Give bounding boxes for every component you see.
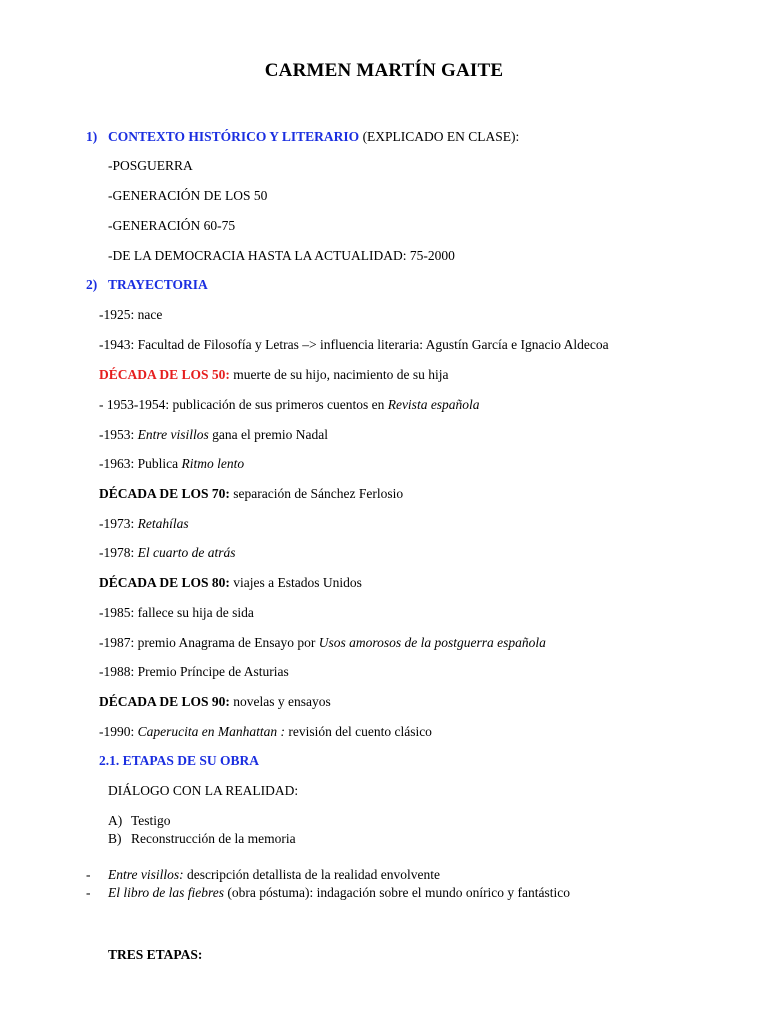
subheading-dialogo: DIÁLOGO CON LA REALIDAD: xyxy=(108,783,299,798)
list-item: B) Reconstrucción de la memoria xyxy=(108,831,296,846)
list-item: -1978: El cuarto de atrás xyxy=(99,545,236,560)
list-item: -1925: nace xyxy=(99,307,163,322)
list-item: Entre visillos: descripción detallista de la realidad envolvente xyxy=(108,867,441,882)
list-item: -1990: Caperucita en Manhattan : revisión del cuento clásico xyxy=(99,724,432,739)
bullet-dash: - xyxy=(86,885,91,900)
list-item: -POSGUERRA xyxy=(108,158,193,173)
section-1-heading xyxy=(86,128,519,146)
list-item: -1987: premio Anagrama de Ensayo por Usos amorosos de la postguerra española xyxy=(99,635,546,650)
list-item: - 1953-1954: publicación de sus primeros cuentos en Revista española xyxy=(99,397,480,412)
decade-50-label: DÉCADA DE LOS 50: xyxy=(99,367,230,382)
list-item: -1953: Entre visillos gana el premio Nadal xyxy=(99,427,328,442)
list-item: -DE LA DEMOCRACIA HASTA LA ACTUALIDAD: 75-2000 xyxy=(108,248,455,263)
section-1-title: CONTEXTO HISTÓRICO Y LITERARIO xyxy=(108,129,360,144)
list-item: -GENERACIÓN DE LOS 50 xyxy=(108,188,268,203)
section-2-title: TRAYECTORIA xyxy=(108,277,208,292)
list-item: El libro de las fiebres (obra póstuma): indagación sobre el mundo onírico y fantástico xyxy=(108,885,571,900)
list-item: A) Testigo xyxy=(108,813,171,828)
section-2-1-heading: 2.1. ETAPAS DE SU OBRA xyxy=(99,753,260,768)
decade-80-line: DÉCADA DE LOS 80: viajes a Estados Unidos xyxy=(99,575,362,590)
bullet-dash: - xyxy=(86,867,91,882)
section-2-heading xyxy=(86,276,208,294)
tres-etapas-heading: TRES ETAPAS: xyxy=(108,947,203,962)
list-item: -1973: Retahílas xyxy=(99,516,189,531)
page-title: CARMEN MARTÍN GAITE xyxy=(264,60,504,81)
decade-50-line: DÉCADA DE LOS 50: muerte de su hijo, nacimiento de su hija xyxy=(99,367,449,382)
list-item: -1963: Publica Ritmo lento xyxy=(99,456,245,471)
decade-90-label: DÉCADA DE LOS 90: xyxy=(99,694,230,709)
list-item: -1988: Premio Príncipe de Asturias xyxy=(99,664,289,679)
decade-80-label: DÉCADA DE LOS 80: xyxy=(99,575,230,590)
section-1-suffix: (EXPLICADO EN CLASE): xyxy=(359,129,520,144)
decade-70-label: DÉCADA DE LOS 70: xyxy=(99,486,230,501)
list-item: -GENERACIÓN 60-75 xyxy=(108,218,236,233)
list-item: -1943: Facultad de Filosofía y Letras –> influencia literaria: Agustín García e Ignacio Aldecoa xyxy=(99,337,609,352)
decade-70-line: DÉCADA DE LOS 70: separación de Sánchez Ferlosio xyxy=(99,486,404,501)
decade-90-line: DÉCADA DE LOS 90: novelas y ensayos xyxy=(99,694,331,709)
list-item: -1985: fallece su hija de sida xyxy=(99,605,254,620)
section-2-number: 2) xyxy=(86,277,98,292)
section-1-number: 1) xyxy=(86,129,98,144)
